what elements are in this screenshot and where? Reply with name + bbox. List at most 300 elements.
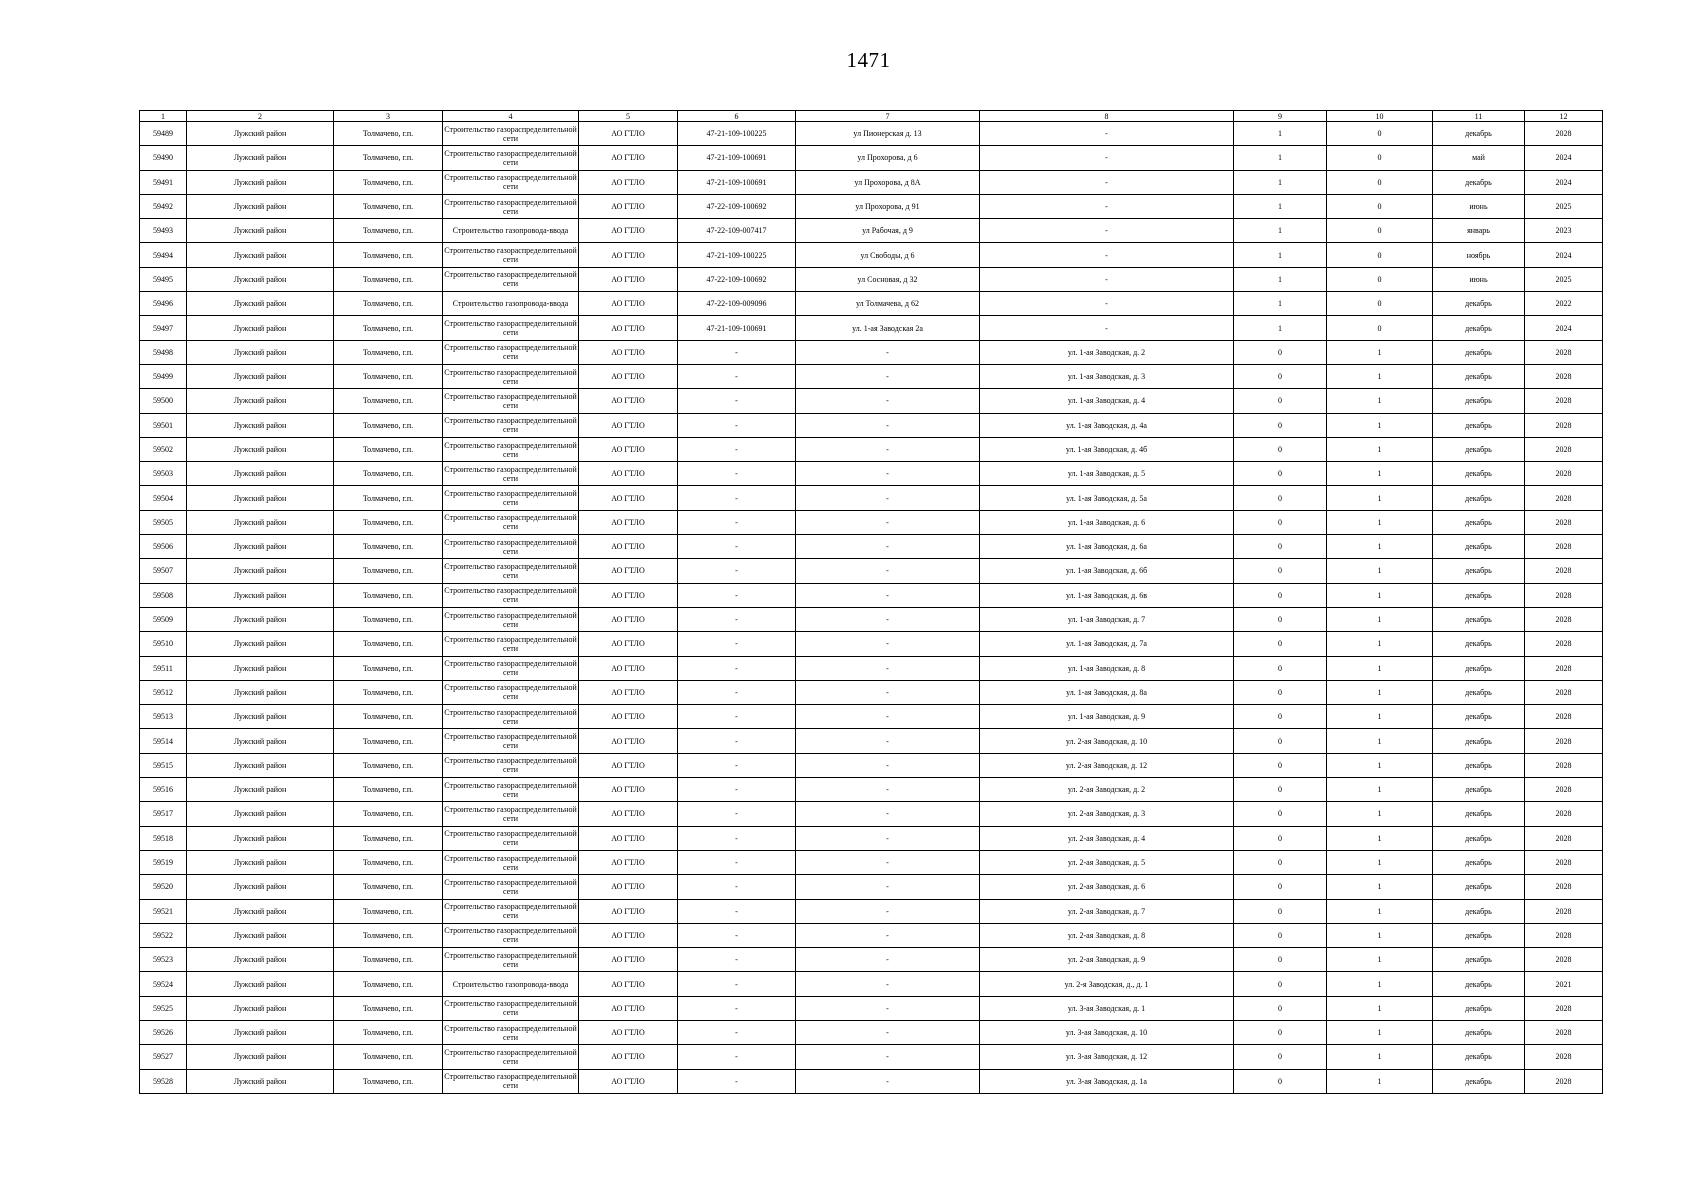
cell-address-planned: ул. 3-ая Заводская, д. 1 (980, 996, 1234, 1020)
cell-year: 2028 (1525, 802, 1603, 826)
cell-district: Лужский район (187, 243, 334, 267)
cell-row-number: 59519 (140, 850, 187, 874)
cell-settlement: Толмачево, г.п. (334, 170, 443, 194)
cell-count-existing: 0 (1234, 826, 1327, 850)
cell-operator: АО ГТЛО (579, 705, 678, 729)
cell-count-planned: 1 (1327, 680, 1433, 704)
cell-address-planned: ул. 2-ая Заводская, д. 2 (980, 778, 1234, 802)
table-row (140, 923, 1603, 947)
table-row (140, 170, 1603, 194)
cell-row-number: 59493 (140, 219, 187, 243)
cell-work-type: Строительство газораспределительной сети (443, 1020, 579, 1044)
cell-count-planned: 1 (1327, 729, 1433, 753)
cell-month: декабрь (1433, 1069, 1525, 1093)
column-header: 6 (678, 111, 796, 122)
cell-address-existing: - (796, 510, 980, 534)
cell-district: Лужский район (187, 680, 334, 704)
table-row (140, 996, 1603, 1020)
cell-address-existing: - (796, 1045, 980, 1069)
cell-object-code: - (678, 1045, 796, 1069)
cell-settlement: Толмачево, г.п. (334, 583, 443, 607)
cell-address-planned: - (980, 194, 1234, 218)
cell-year: 2028 (1525, 778, 1603, 802)
table-row (140, 972, 1603, 996)
cell-address-planned: ул. 2-ая Заводская, д. 5 (980, 850, 1234, 874)
cell-address-existing: - (796, 996, 980, 1020)
cell-year: 2028 (1525, 875, 1603, 899)
cell-work-type: Строительство газораспределительной сети (443, 316, 579, 340)
cell-month: декабрь (1433, 680, 1525, 704)
cell-district: Лужский район (187, 1020, 334, 1044)
cell-district: Лужский район (187, 705, 334, 729)
cell-object-code: - (678, 899, 796, 923)
cell-address-planned: ул. 3-ая Заводская, д. 12 (980, 1045, 1234, 1069)
cell-object-code: 47-22-109-100692 (678, 267, 796, 291)
cell-address-planned: ул. 1-ая Заводская, д. 4 (980, 389, 1234, 413)
cell-operator: АО ГТЛО (579, 219, 678, 243)
cell-operator: АО ГТЛО (579, 413, 678, 437)
cell-month: декабрь (1433, 413, 1525, 437)
cell-year: 2028 (1525, 1045, 1603, 1069)
cell-count-planned: 1 (1327, 486, 1433, 510)
cell-settlement: Толмачево, г.п. (334, 340, 443, 364)
cell-count-existing: 0 (1234, 462, 1327, 486)
cell-row-number: 59497 (140, 316, 187, 340)
cell-object-code: - (678, 510, 796, 534)
cell-address-existing: - (796, 850, 980, 874)
cell-month: декабрь (1433, 826, 1525, 850)
cell-address-existing: - (796, 462, 980, 486)
table-row (140, 850, 1603, 874)
cell-address-existing: - (796, 948, 980, 972)
table-row (140, 486, 1603, 510)
cell-row-number: 59489 (140, 122, 187, 146)
cell-operator: АО ГТЛО (579, 122, 678, 146)
table-row (140, 875, 1603, 899)
cell-count-existing: 0 (1234, 340, 1327, 364)
cell-operator: АО ГТЛО (579, 850, 678, 874)
cell-district: Лужский район (187, 972, 334, 996)
cell-work-type: Строительство газораспределительной сети (443, 146, 579, 170)
cell-district: Лужский район (187, 850, 334, 874)
cell-count-existing: 1 (1234, 292, 1327, 316)
cell-count-planned: 0 (1327, 267, 1433, 291)
table-row (140, 219, 1603, 243)
cell-work-type: Строительство газораспределительной сети (443, 826, 579, 850)
cell-count-planned: 1 (1327, 559, 1433, 583)
cell-settlement: Толмачево, г.п. (334, 996, 443, 1020)
table-row (140, 559, 1603, 583)
cell-district: Лужский район (187, 364, 334, 388)
table-row (140, 1020, 1603, 1044)
cell-address-planned: - (980, 170, 1234, 194)
cell-address-existing: - (796, 437, 980, 461)
cell-count-existing: 0 (1234, 680, 1327, 704)
cell-settlement: Толмачево, г.п. (334, 1045, 443, 1069)
table-row (140, 267, 1603, 291)
cell-count-existing: 0 (1234, 778, 1327, 802)
cell-count-planned: 1 (1327, 802, 1433, 826)
cell-address-planned: - (980, 243, 1234, 267)
cell-row-number: 59490 (140, 146, 187, 170)
cell-month: декабрь (1433, 389, 1525, 413)
cell-count-planned: 1 (1327, 583, 1433, 607)
cell-row-number: 59520 (140, 875, 187, 899)
cell-work-type: Строительство газораспределительной сети (443, 486, 579, 510)
cell-work-type: Строительство газораспределительной сети (443, 899, 579, 923)
cell-address-existing: - (796, 364, 980, 388)
cell-address-planned: ул. 1-ая Заводская, д. 6 (980, 510, 1234, 534)
cell-operator: АО ГТЛО (579, 243, 678, 267)
cell-operator: АО ГТЛО (579, 1020, 678, 1044)
table-row (140, 705, 1603, 729)
cell-operator: АО ГТЛО (579, 364, 678, 388)
column-header: 5 (579, 111, 678, 122)
cell-object-code: 47-21-109-100225 (678, 122, 796, 146)
cell-count-existing: 0 (1234, 632, 1327, 656)
cell-operator: АО ГТЛО (579, 583, 678, 607)
cell-district: Лужский район (187, 996, 334, 1020)
cell-object-code: 47-22-109-100692 (678, 194, 796, 218)
cell-count-planned: 1 (1327, 535, 1433, 559)
cell-month: ноябрь (1433, 243, 1525, 267)
cell-object-code: - (678, 340, 796, 364)
cell-settlement: Толмачево, г.п. (334, 267, 443, 291)
table-row (140, 826, 1603, 850)
cell-object-code: - (678, 535, 796, 559)
cell-row-number: 59525 (140, 996, 187, 1020)
cell-district: Лужский район (187, 826, 334, 850)
cell-year: 2024 (1525, 170, 1603, 194)
cell-month: декабрь (1433, 1045, 1525, 1069)
cell-work-type: Строительство газораспределительной сети (443, 1069, 579, 1093)
cell-count-existing: 0 (1234, 753, 1327, 777)
cell-count-planned: 0 (1327, 146, 1433, 170)
cell-count-planned: 1 (1327, 778, 1433, 802)
cell-count-planned: 1 (1327, 1045, 1433, 1069)
cell-count-existing: 1 (1234, 219, 1327, 243)
cell-settlement: Толмачево, г.п. (334, 559, 443, 583)
cell-address-existing: - (796, 389, 980, 413)
cell-object-code: - (678, 875, 796, 899)
cell-object-code: - (678, 462, 796, 486)
cell-object-code: 47-21-109-100225 (678, 243, 796, 267)
cell-month: декабрь (1433, 753, 1525, 777)
cell-month: декабрь (1433, 316, 1525, 340)
cell-work-type: Строительство газораспределительной сети (443, 632, 579, 656)
cell-operator: АО ГТЛО (579, 535, 678, 559)
cell-count-existing: 0 (1234, 705, 1327, 729)
cell-operator: АО ГТЛО (579, 292, 678, 316)
cell-year: 2028 (1525, 899, 1603, 923)
table-row (140, 243, 1603, 267)
cell-object-code: - (678, 680, 796, 704)
cell-address-planned: ул. 1-ая Заводская, д. 5 (980, 462, 1234, 486)
cell-address-planned: - (980, 146, 1234, 170)
cell-row-number: 59501 (140, 413, 187, 437)
cell-district: Лужский район (187, 146, 334, 170)
cell-year: 2028 (1525, 1020, 1603, 1044)
table-row (140, 340, 1603, 364)
cell-year: 2028 (1525, 753, 1603, 777)
cell-year: 2028 (1525, 607, 1603, 631)
cell-operator: АО ГТЛО (579, 826, 678, 850)
cell-district: Лужский район (187, 1069, 334, 1093)
cell-district: Лужский район (187, 170, 334, 194)
cell-work-type: Строительство газораспределительной сети (443, 948, 579, 972)
cell-district: Лужский район (187, 559, 334, 583)
cell-district: Лужский район (187, 510, 334, 534)
cell-row-number: 59522 (140, 923, 187, 947)
cell-settlement: Толмачево, г.п. (334, 899, 443, 923)
cell-settlement: Толмачево, г.п. (334, 850, 443, 874)
cell-operator: АО ГТЛО (579, 607, 678, 631)
cell-count-existing: 0 (1234, 923, 1327, 947)
cell-count-planned: 1 (1327, 656, 1433, 680)
cell-month: декабрь (1433, 510, 1525, 534)
table-row (140, 146, 1603, 170)
cell-operator: АО ГТЛО (579, 680, 678, 704)
cell-address-planned: ул. 1-ая Заводская, д. 5а (980, 486, 1234, 510)
cell-row-number: 59495 (140, 267, 187, 291)
cell-count-existing: 0 (1234, 948, 1327, 972)
cell-object-code: - (678, 802, 796, 826)
cell-district: Лужский район (187, 899, 334, 923)
cell-district: Лужский район (187, 292, 334, 316)
cell-district: Лужский район (187, 389, 334, 413)
cell-month: июнь (1433, 194, 1525, 218)
table-row (140, 899, 1603, 923)
cell-address-planned: ул. 3-ая Заводская, д. 1а (980, 1069, 1234, 1093)
cell-object-code: 47-22-109-009096 (678, 292, 796, 316)
cell-row-number: 59498 (140, 340, 187, 364)
cell-count-existing: 1 (1234, 122, 1327, 146)
cell-address-planned: ул. 2-ая Заводская, д. 7 (980, 899, 1234, 923)
cell-address-planned: ул. 2-ая Заводская, д. 6 (980, 875, 1234, 899)
cell-district: Лужский район (187, 462, 334, 486)
cell-settlement: Толмачево, г.п. (334, 875, 443, 899)
cell-settlement: Толмачево, г.п. (334, 219, 443, 243)
cell-year: 2021 (1525, 972, 1603, 996)
cell-address-planned: - (980, 316, 1234, 340)
cell-address-planned: - (980, 219, 1234, 243)
cell-object-code: - (678, 559, 796, 583)
cell-work-type: Строительство газораспределительной сети (443, 389, 579, 413)
table-header (140, 111, 1603, 122)
cell-address-planned: ул. 1-ая Заводская, д. 7 (980, 607, 1234, 631)
cell-count-planned: 1 (1327, 850, 1433, 874)
cell-settlement: Толмачево, г.п. (334, 1069, 443, 1093)
cell-address-existing: - (796, 632, 980, 656)
cell-address-planned: ул. 2-ая Заводская, д. 3 (980, 802, 1234, 826)
cell-object-code: 47-21-109-100691 (678, 170, 796, 194)
cell-work-type: Строительство газораспределительной сети (443, 170, 579, 194)
cell-count-existing: 0 (1234, 1020, 1327, 1044)
cell-object-code: - (678, 583, 796, 607)
table-row (140, 729, 1603, 753)
cell-count-existing: 0 (1234, 1045, 1327, 1069)
cell-month: декабрь (1433, 899, 1525, 923)
cell-district: Лужский район (187, 194, 334, 218)
cell-operator: АО ГТЛО (579, 389, 678, 413)
table-row (140, 607, 1603, 631)
cell-month: май (1433, 146, 1525, 170)
cell-address-existing: - (796, 875, 980, 899)
cell-count-existing: 1 (1234, 316, 1327, 340)
cell-count-planned: 1 (1327, 340, 1433, 364)
cell-work-type: Строительство газораспределительной сети (443, 850, 579, 874)
cell-row-number: 59517 (140, 802, 187, 826)
column-header: 12 (1525, 111, 1603, 122)
cell-month: январь (1433, 219, 1525, 243)
cell-row-number: 59491 (140, 170, 187, 194)
cell-operator: АО ГТЛО (579, 559, 678, 583)
cell-settlement: Толмачево, г.п. (334, 1020, 443, 1044)
cell-count-existing: 1 (1234, 170, 1327, 194)
cell-settlement: Толмачево, г.п. (334, 292, 443, 316)
cell-operator: АО ГТЛО (579, 778, 678, 802)
cell-row-number: 59515 (140, 753, 187, 777)
cell-row-number: 59506 (140, 535, 187, 559)
cell-month: декабрь (1433, 170, 1525, 194)
cell-year: 2028 (1525, 729, 1603, 753)
cell-object-code: - (678, 607, 796, 631)
table-row (140, 535, 1603, 559)
table-row (140, 316, 1603, 340)
cell-count-existing: 0 (1234, 875, 1327, 899)
cell-count-existing: 0 (1234, 972, 1327, 996)
cell-count-planned: 0 (1327, 194, 1433, 218)
cell-count-existing: 1 (1234, 267, 1327, 291)
cell-work-type: Строительство газораспределительной сети (443, 875, 579, 899)
cell-work-type: Строительство газораспределительной сети (443, 267, 579, 291)
cell-year: 2028 (1525, 389, 1603, 413)
cell-address-existing: - (796, 972, 980, 996)
cell-operator: АО ГТЛО (579, 632, 678, 656)
cell-operator: АО ГТЛО (579, 170, 678, 194)
cell-row-number: 59507 (140, 559, 187, 583)
cell-month: декабрь (1433, 850, 1525, 874)
cell-month: декабрь (1433, 996, 1525, 1020)
cell-count-existing: 0 (1234, 510, 1327, 534)
cell-month: декабрь (1433, 729, 1525, 753)
cell-address-planned: ул. 1-ая Заводская, д. 4а (980, 413, 1234, 437)
table-row (140, 292, 1603, 316)
cell-operator: АО ГТЛО (579, 753, 678, 777)
register-table (139, 110, 1603, 1094)
cell-year: 2025 (1525, 194, 1603, 218)
cell-count-planned: 1 (1327, 875, 1433, 899)
cell-row-number: 59494 (140, 243, 187, 267)
cell-address-existing: - (796, 778, 980, 802)
cell-work-type: Строительство газораспределительной сети (443, 510, 579, 534)
cell-year: 2028 (1525, 535, 1603, 559)
cell-month: декабрь (1433, 705, 1525, 729)
cell-count-planned: 0 (1327, 316, 1433, 340)
cell-settlement: Толмачево, г.п. (334, 462, 443, 486)
cell-object-code: - (678, 972, 796, 996)
cell-month: декабрь (1433, 122, 1525, 146)
cell-operator: АО ГТЛО (579, 656, 678, 680)
table-row (140, 437, 1603, 461)
cell-month: декабрь (1433, 948, 1525, 972)
cell-address-existing: ул Сосновая, д 32 (796, 267, 980, 291)
cell-count-existing: 0 (1234, 389, 1327, 413)
cell-year: 2028 (1525, 850, 1603, 874)
cell-address-planned: ул. 3-ая Заводская, д. 10 (980, 1020, 1234, 1044)
cell-count-planned: 1 (1327, 826, 1433, 850)
cell-district: Лужский район (187, 219, 334, 243)
cell-address-existing: ул Прохорова, д 8А (796, 170, 980, 194)
cell-row-number: 59526 (140, 1020, 187, 1044)
cell-row-number: 59503 (140, 462, 187, 486)
cell-address-planned: - (980, 292, 1234, 316)
cell-count-existing: 0 (1234, 486, 1327, 510)
cell-count-planned: 1 (1327, 364, 1433, 388)
cell-row-number: 59523 (140, 948, 187, 972)
cell-district: Лужский район (187, 778, 334, 802)
column-header: 4 (443, 111, 579, 122)
cell-count-planned: 1 (1327, 923, 1433, 947)
cell-address-planned: ул. 2-я Заводская, д., д. 1 (980, 972, 1234, 996)
table-row (140, 753, 1603, 777)
cell-settlement: Толмачево, г.п. (334, 316, 443, 340)
cell-settlement: Толмачево, г.п. (334, 243, 443, 267)
cell-row-number: 59516 (140, 778, 187, 802)
cell-month: декабрь (1433, 559, 1525, 583)
cell-work-type: Строительство газораспределительной сети (443, 583, 579, 607)
cell-month: декабрь (1433, 535, 1525, 559)
cell-object-code: - (678, 850, 796, 874)
cell-row-number: 59500 (140, 389, 187, 413)
cell-year: 2028 (1525, 996, 1603, 1020)
cell-year: 2028 (1525, 680, 1603, 704)
cell-row-number: 59514 (140, 729, 187, 753)
cell-district: Лужский район (187, 802, 334, 826)
cell-work-type: Строительство газораспределительной сети (443, 535, 579, 559)
cell-year: 2028 (1525, 632, 1603, 656)
cell-address-existing: - (796, 340, 980, 364)
cell-year: 2024 (1525, 316, 1603, 340)
cell-settlement: Толмачево, г.п. (334, 826, 443, 850)
cell-settlement: Толмачево, г.п. (334, 437, 443, 461)
column-header: 3 (334, 111, 443, 122)
cell-district: Лужский район (187, 923, 334, 947)
cell-work-type: Строительство газопровода-ввода (443, 292, 579, 316)
cell-settlement: Толмачево, г.п. (334, 680, 443, 704)
cell-month: декабрь (1433, 583, 1525, 607)
cell-object-code: - (678, 413, 796, 437)
cell-address-existing: - (796, 729, 980, 753)
cell-year: 2028 (1525, 340, 1603, 364)
cell-object-code: - (678, 923, 796, 947)
cell-operator: АО ГТЛО (579, 1045, 678, 1069)
cell-operator: АО ГТЛО (579, 1069, 678, 1093)
cell-month: декабрь (1433, 875, 1525, 899)
cell-address-existing: ул Прохорова, д 91 (796, 194, 980, 218)
cell-settlement: Толмачево, г.п. (334, 364, 443, 388)
cell-work-type: Строительство газораспределительной сети (443, 364, 579, 388)
cell-count-planned: 0 (1327, 170, 1433, 194)
column-header: 8 (980, 111, 1234, 122)
cell-count-planned: 1 (1327, 1020, 1433, 1044)
cell-work-type: Строительство газораспределительной сети (443, 656, 579, 680)
cell-count-existing: 0 (1234, 413, 1327, 437)
cell-object-code: 47-22-109-007417 (678, 219, 796, 243)
cell-settlement: Толмачево, г.п. (334, 948, 443, 972)
cell-work-type: Строительство газораспределительной сети (443, 705, 579, 729)
cell-settlement: Толмачево, г.п. (334, 729, 443, 753)
